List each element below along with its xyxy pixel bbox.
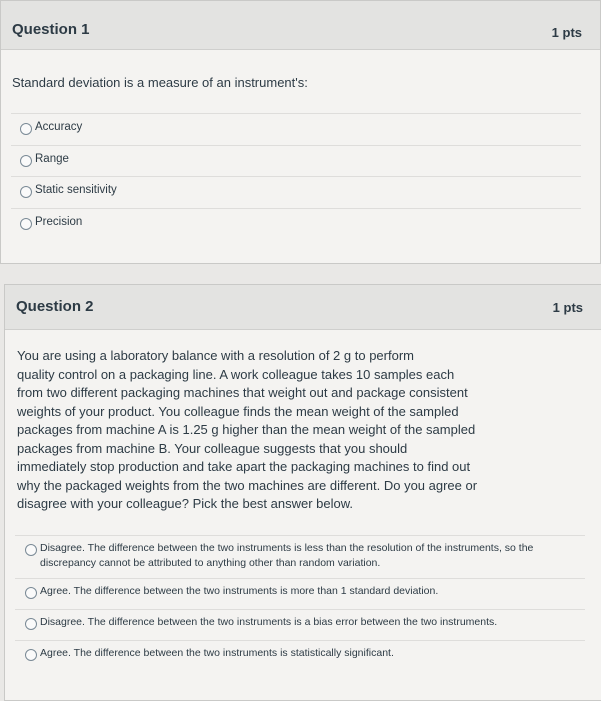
answer-label: Agree. The difference between the two instruments is statistically significant.	[40, 647, 394, 659]
radio-button[interactable]	[20, 218, 32, 230]
answer-option[interactable]	[11, 208, 581, 239]
question-2-header	[5, 285, 601, 330]
answer-label: Disagree. The difference between the two instruments is less than the resolution of the instruments, so the	[40, 542, 534, 554]
answer-label: Range	[35, 153, 69, 165]
answer-option[interactable]	[15, 609, 585, 640]
answer-option[interactable]	[11, 176, 581, 208]
question-2-title: Question 2	[16, 298, 94, 315]
answer-label: Accuracy	[35, 121, 83, 133]
radio-button[interactable]	[25, 649, 37, 661]
answer-label: Precision	[35, 216, 83, 228]
question-text-line: why the packaged weights from the two machines are different. Do you agree or	[17, 477, 478, 493]
question-text-line: weights of your product. You colleague finds the mean weight of the sampled	[17, 403, 459, 419]
question-text-line: disagree with your colleague? Pick the best answer below.	[17, 496, 354, 511]
question-text-line: quality control on a packaging line. A work colleague takes 10 samples each	[17, 366, 455, 382]
question-text-line: immediately stop production and take apart the packaging machines to find out	[17, 459, 471, 474]
answer-option[interactable]	[15, 640, 585, 671]
question-text-line: You are using a laboratory balance with a resolution of 2 g to perform	[17, 348, 414, 363]
question-2-answers	[15, 535, 585, 671]
question-1-card	[0, 0, 601, 264]
question-text-line: packages from machine A is 1.25 g higher than the mean weight of the sampled	[17, 422, 476, 437]
answer-option[interactable]	[15, 578, 585, 609]
radio-button[interactable]	[20, 186, 32, 198]
question-1-text: Standard deviation is a measure of an instrument's:	[12, 75, 308, 90]
question-1-header	[1, 1, 600, 50]
answer-option[interactable]	[11, 113, 581, 145]
answer-option[interactable]	[11, 145, 581, 176]
radio-button[interactable]	[25, 544, 37, 556]
question-1-answers	[11, 113, 581, 239]
question-text-line: from two different packaging machines that weight out and package consistent	[17, 385, 468, 400]
question-1-title: Question 1	[12, 21, 90, 38]
answer-label: Agree. The difference between the two instruments is more than 1 standard deviation.	[40, 585, 439, 597]
answer-option[interactable]	[15, 535, 585, 578]
question-2-points: 1 pts	[552, 300, 583, 315]
question-2-card	[4, 284, 601, 701]
question-text-line: packages from machine B. Your colleague suggests that you should	[17, 440, 408, 456]
answer-label: Disagree. The difference between the two instruments is a bias error between the two instruments.	[40, 616, 498, 628]
radio-button[interactable]	[25, 587, 37, 599]
radio-button[interactable]	[20, 123, 32, 135]
answer-label: Static sensitivity	[35, 184, 117, 196]
answer-label-continued: discrepancy cannot be attributed to anything other than random variation.	[40, 557, 381, 569]
question-2-text	[17, 347, 487, 514]
question-1-points: 1 pts	[551, 25, 582, 40]
radio-button[interactable]	[20, 155, 32, 167]
radio-button[interactable]	[25, 618, 37, 630]
